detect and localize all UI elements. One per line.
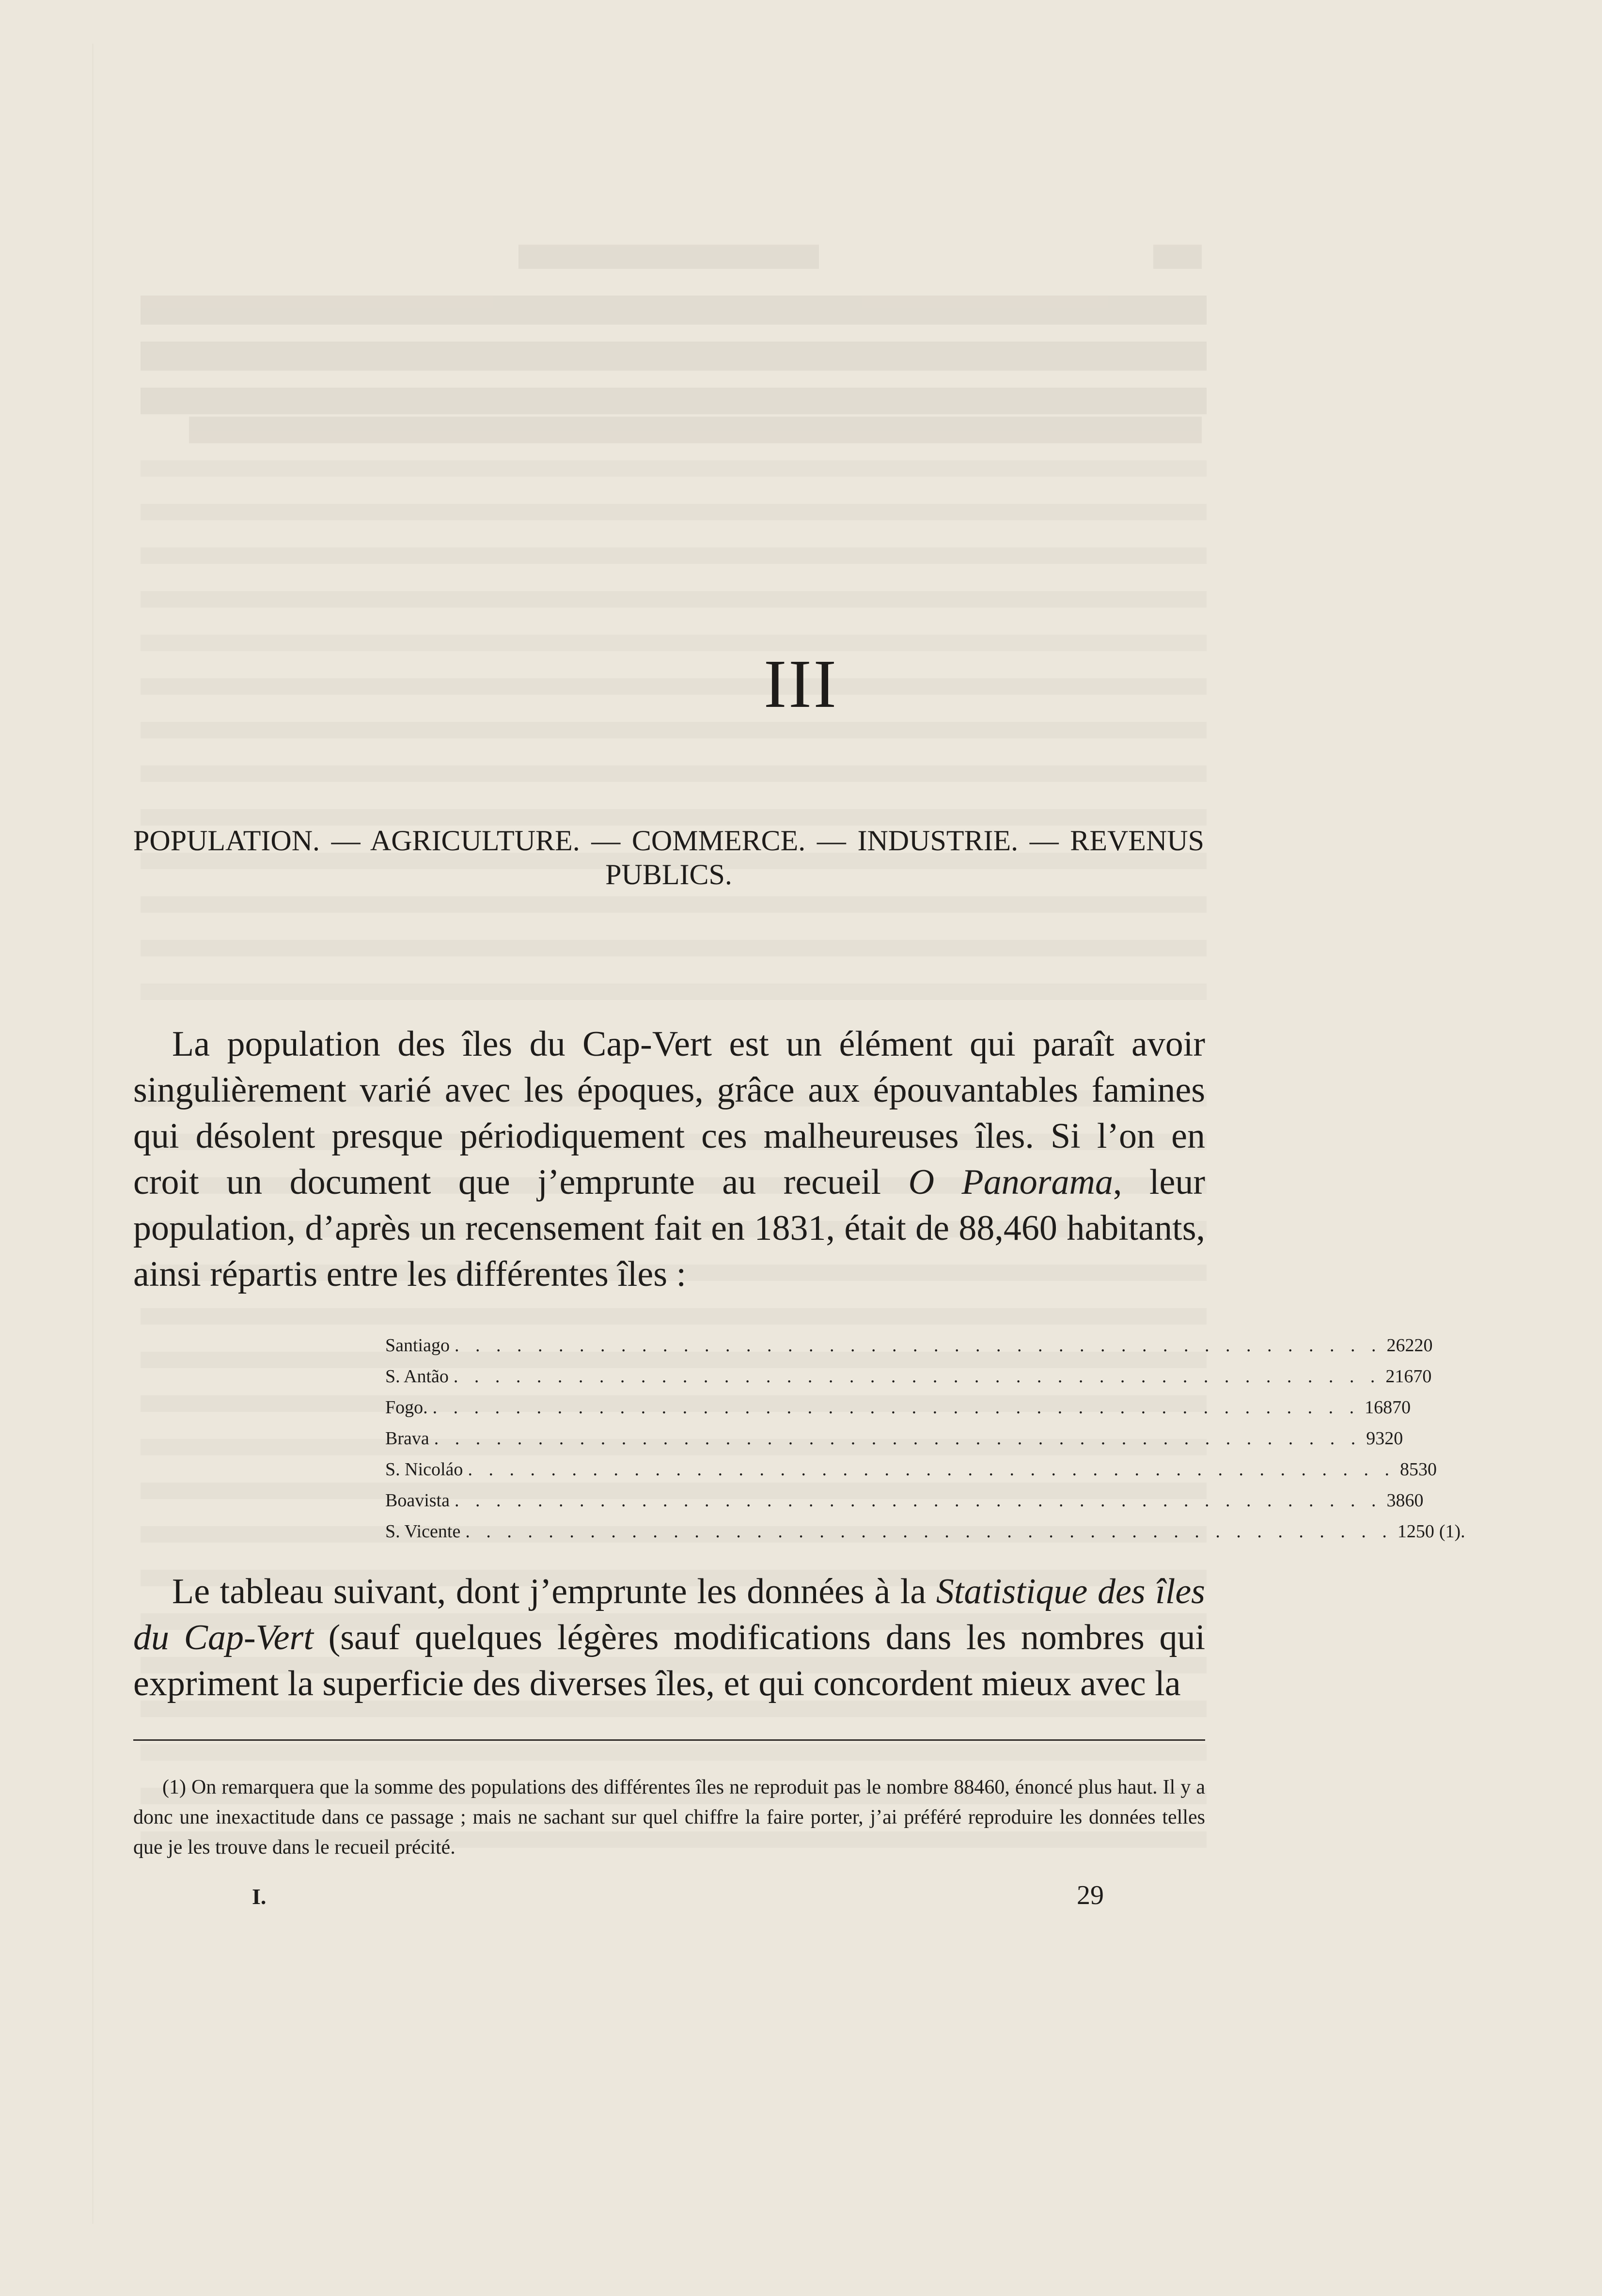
footnote-ref: (1). (1439, 1521, 1465, 1542)
population-value: 8530 (1399, 1459, 1437, 1480)
paragraph-2-text-end: (sauf quelques légères modifications dans les nombres qui expriment la superficie des diverses îles, et qui concordent mieux avec la (133, 1618, 1206, 1703)
table-row (385, 1521, 1465, 1552)
paragraph-2 (133, 1569, 1205, 1707)
paragraph-1 (133, 1021, 1205, 1297)
chapter-number: III (764, 645, 838, 722)
dot-leader: . . . . . . . . . . . . . . . . . . . . . . . . . . . . . . . . . . . . . . . . . . . . . (434, 1428, 1362, 1449)
paragraph-1-text-end: , leur population, d’après un recensement fait en 1831, était de 88,460 habitants, ainsi répartis entre les différentes îles : (133, 1162, 1205, 1294)
paragraph-2-italic-source: Statistique des îles du Cap-Vert (133, 1572, 1205, 1657)
island-name: S. Nicoláo (385, 1459, 463, 1480)
dot-leader: . . . . . . . . . . . . . . . . . . . . . . . . . . . . . . . . . . . . . . . . . . . . . (432, 1397, 1360, 1418)
footnote-text: (1) On remarquera que la somme des populations des différentes îles ne reproduit pas le nombre 88460, énoncé plus haut. Il y a donc une inexactitude dans ce passage ; mais ne sachant sur quel chiffre la faire porter, j’ai préféré reproduire les données telles que je les trouve dans le recueil précité. (133, 1776, 1205, 1859)
paragraph-1-italic-source: O Panorama (908, 1162, 1113, 1202)
island-name: Santiago (385, 1335, 450, 1356)
footnote (133, 1772, 1205, 1862)
population-value: 21670 (1385, 1366, 1432, 1387)
population-value: 9320 (1366, 1428, 1403, 1449)
table-row (385, 1397, 1411, 1428)
paragraph-1-text-start: La population des îles du Cap-Vert est un élément qui paraît avoir singulièrement varié avec les époques, grâce aux épouvantables famines qui désolent presque périodiquement ces malheureuses îles. Si l’on en croit un document que j’emprunte au recueil (133, 1024, 1205, 1202)
population-value: 16870 (1365, 1397, 1411, 1418)
island-name: Boavista (385, 1490, 450, 1511)
island-name: S. Antão (385, 1366, 449, 1387)
dot-leader: . . . . . . . . . . . . . . . . . . . . . . . . . . . . . . . . . . . . . . . . . . . . . (453, 1366, 1381, 1387)
island-name: S. Vicente (385, 1521, 461, 1542)
footnote-rule (133, 1739, 1205, 1741)
population-table (385, 1335, 1465, 1552)
table-row (385, 1428, 1403, 1459)
paragraph-2-text-start: Le tableau suivant, dont j’emprunte les données à la (172, 1572, 936, 1611)
signature-mark: I. (252, 1884, 267, 1909)
population-value: 1250 (1397, 1521, 1434, 1542)
table-row (385, 1490, 1424, 1521)
table-row (385, 1335, 1433, 1366)
population-value: 3860 (1386, 1490, 1424, 1511)
table-row (385, 1366, 1432, 1397)
island-name: Fogo. (385, 1397, 428, 1418)
island-name: Brava (385, 1428, 429, 1449)
dot-leader: . . . . . . . . . . . . . . . . . . . . . . . . . . . . . . . . . . . . . . . . . . . . . (468, 1459, 1395, 1480)
page-number: 29 (1077, 1880, 1104, 1910)
dot-leader: . . . . . . . . . . . . . . . . . . . . . . . . . . . . . . . . . . . . . . . . . . . . . (465, 1521, 1393, 1542)
dot-leader: . . . . . . . . . . . . . . . . . . . . . . . . . . . . . . . . . . . . . . . . . . . . . (454, 1335, 1382, 1356)
dot-leader: . . . . . . . . . . . . . . . . . . . . . . . . . . . . . . . . . . . . . . . . . . . . . (454, 1490, 1382, 1511)
table-row (385, 1459, 1437, 1490)
chapter-title: POPULATION. — AGRICULTURE. — COMMERCE. — INDUSTRIE. — REVENUS PUBLICS. (133, 825, 1204, 890)
population-value: 26220 (1386, 1335, 1433, 1356)
